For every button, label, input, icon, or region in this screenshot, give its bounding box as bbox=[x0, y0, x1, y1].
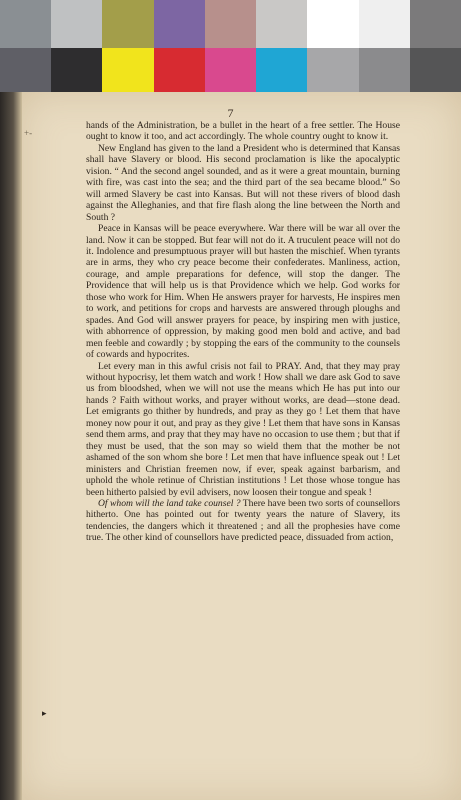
paragraph: New England has given to the land a President who is determined that Kansas shall have Slavery or blood. His second proclamation is like the apocalyptic vision. “ And the second angel sounded, and as it were a great mountain, burning with fire, was cast into the sea; and the third part of the sea became blood.” So will armed Slavery be cast into Kansas. But will not these rivers of blood dash against the Alleghanies, and that fire flash along the line between the North and South ? bbox=[86, 142, 400, 223]
color-swatch bbox=[102, 48, 153, 96]
color-swatch bbox=[51, 0, 102, 48]
color-swatch bbox=[205, 48, 256, 96]
margin-pointer-mark: ▸ bbox=[42, 708, 47, 718]
paragraph: Let every man in this awful crisis not fail to PRAY. And, that they may pray without hypocrisy, let them watch and work ! How shall we dare ask God to save us from bloodshed, when we will not use the means which He has put into our hands ? Faith without works, and prayer without works, are dead—stone dead. Let emigrants go thither by hundreds, and pray as they go ! Let them that have money now pour it out, and pray as they give ! Let them that have sons in Kansas send them arms, and pray that they may have no occasion to use them ; but that if they must be used, that the son may so wield them that the mother be not ashamed of the son whom she bore ! Let men that have influence speak out ! Let ministers and Christian freemen now, if ever, speak against barbarism, and uphold the whole retinue of Christian institutions ! Let those whose tongue has been hitherto palsied by evil advisers, now loosen their tongue and speak ! bbox=[86, 360, 400, 498]
color-swatch bbox=[51, 48, 102, 96]
paragraph: hands of the Administration, be a bullet in the heart of a free settler. The House ought to know it too, and act accordingly. The whole country ought to know it. bbox=[86, 120, 400, 143]
color-swatch bbox=[0, 0, 51, 48]
color-swatch bbox=[154, 48, 205, 96]
color-swatch bbox=[410, 48, 461, 96]
color-calibration-chart bbox=[0, 0, 461, 95]
color-swatch bbox=[307, 48, 358, 96]
color-swatch bbox=[205, 0, 256, 48]
color-swatch bbox=[0, 48, 51, 96]
color-swatch bbox=[359, 48, 410, 96]
paragraph: Peace in Kansas will be peace everywhere. War there will be war all over the land. Now it can be stopped. But fear will not do it. A truculent peace will not do it. Indolence and presumptuous prayer will but hasten the mischief. When tyrants are in arms, they who cry peace become their confederates. Manliness, action, courage, and ample preparations for defence, will stop the danger. The Providence that will help us is that Providence which we help. God works for those who work for Him. When He answers prayer for harvests, He inspires men to work, and petitions for crops and harvests are answered through ploughs and spades. And God will answer prayers for peace, by inspiring men with justice, with abhorrence of oppression, by making good men bold and active, and bad men feeble and cowardly ; by stopping the ears of the community to the counsels of cowards and hypocrites. bbox=[86, 223, 400, 361]
book-spine bbox=[0, 92, 22, 800]
color-swatch bbox=[154, 0, 205, 48]
page-number: 7 bbox=[227, 106, 234, 120]
color-swatch bbox=[256, 48, 307, 96]
paragraph: Of whom will the land take counsel ? There have been two sorts of counsellors hitherto. One has pointed out for twenty years the nature of Slavery, its tendencies, the dangers which it threatened ; and all the prophesies have come true. The other kind of counsellors have predicted peace, dissuaded from action, bbox=[86, 497, 400, 544]
color-swatch bbox=[256, 0, 307, 48]
color-swatch bbox=[102, 0, 153, 48]
color-swatch bbox=[307, 0, 358, 48]
color-swatch bbox=[359, 0, 410, 48]
page-text bbox=[86, 120, 400, 544]
margin-annotation: +- bbox=[24, 128, 33, 138]
color-swatch bbox=[410, 0, 461, 48]
